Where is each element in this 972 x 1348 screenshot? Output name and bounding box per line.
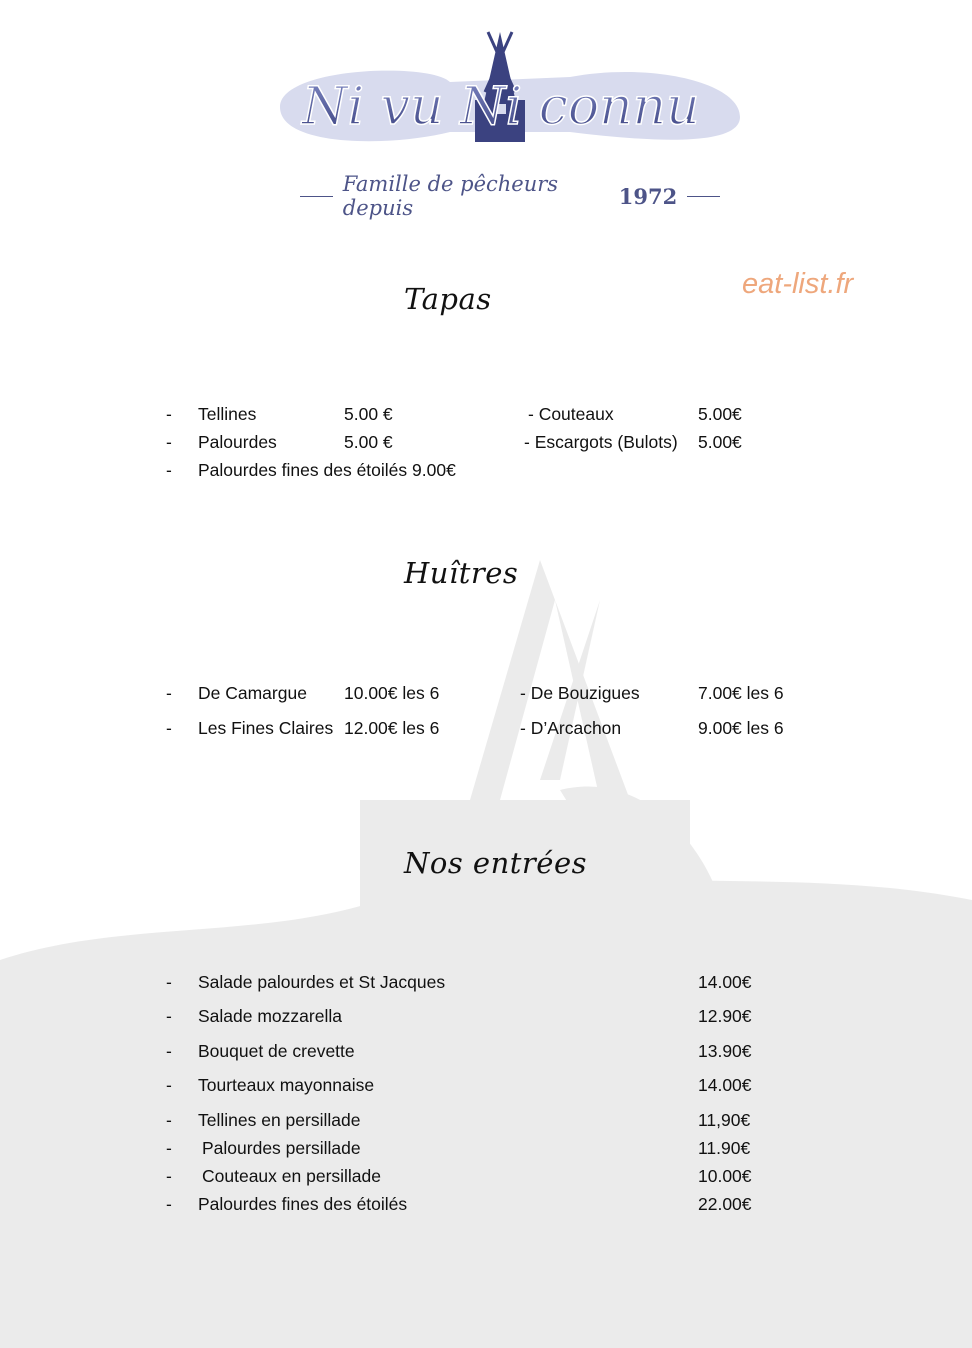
tagline-rule-left <box>300 196 333 197</box>
tapas-item-price: 5.00 € <box>344 432 393 452</box>
section-title-huitres: Huîtres <box>404 556 519 590</box>
tagline-rule-right <box>687 196 720 197</box>
entree-dash: - <box>166 1075 172 1095</box>
huitres-item-price: 7.00€ les 6 <box>698 683 784 703</box>
huitres-item-name: Les Fines Claires <box>198 718 334 738</box>
huitres-item-price: 9.00€ les 6 <box>698 718 784 738</box>
tapas-item-price: 5.00€ <box>698 432 742 452</box>
entree-dash: - <box>166 1166 172 1186</box>
section-title-entrees: Nos entrées <box>404 846 587 880</box>
entree-dash: - <box>166 1138 172 1158</box>
entree-item-price: 11,90€ <box>698 1110 751 1130</box>
entree-item-name: Salade mozzarella <box>198 1006 342 1026</box>
svg-text:Ni vu Ni connu: Ni vu Ni connu <box>302 77 700 137</box>
entree-item-name: Couteaux en persillade <box>202 1166 382 1186</box>
huitres-item-price: 12.00€ les 6 <box>344 718 440 738</box>
entree-dash: - <box>166 972 172 992</box>
site-watermark: eat-list.fr <box>742 268 854 300</box>
tagline-year: 1972 <box>618 183 678 209</box>
entree-dash: - <box>166 1194 172 1214</box>
tapas-dash: - <box>166 460 172 480</box>
tapas-dash: - <box>166 404 172 424</box>
tapas-item-name: Tellines <box>198 404 257 424</box>
entree-item-name: Tourteaux mayonnaise <box>198 1075 375 1095</box>
huitres-item-name: De Camargue <box>198 683 307 703</box>
entree-item-price: 13.90€ <box>698 1041 752 1061</box>
hut-watermark <box>0 540 972 1348</box>
tapas-item-name: - Escargots (Bulots) <box>524 432 678 452</box>
huitres-item-price: 10.00€ les 6 <box>344 683 440 703</box>
entree-dash: - <box>166 1006 172 1026</box>
entree-item-price: 11.90€ <box>698 1138 751 1158</box>
entree-dash: - <box>166 1041 172 1061</box>
entree-item-price: 10.00€ <box>698 1166 752 1186</box>
entree-item-name: Palourdes fines des étoilés <box>198 1194 408 1214</box>
huitres-item-name: - De Bouzigues <box>520 683 640 703</box>
entree-item-price: 14.00€ <box>698 1075 752 1095</box>
entree-item-name: Palourdes persillade <box>202 1138 361 1158</box>
logo-tagline <box>300 172 720 220</box>
tapas-item-price: 5.00€ <box>698 404 742 424</box>
entree-item-name: Tellines en persillade <box>198 1110 361 1130</box>
tapas-item-name: Palourdes fines des étoilés 9.00€ <box>198 460 456 480</box>
entree-item-name: Salade palourdes et St Jacques <box>198 972 446 992</box>
huitres-dash: - <box>166 683 172 703</box>
entree-item-name: Bouquet de crevette <box>198 1041 355 1061</box>
entree-item-price: 22.00€ <box>698 1194 752 1214</box>
huitres-dash: - <box>166 718 172 738</box>
tagline-text: Famille de pêcheurs depuis <box>342 172 559 220</box>
huitres-item-name: - D’Arcachon <box>520 718 622 738</box>
entree-item-price: 14.00€ <box>698 972 752 992</box>
tapas-item-name: Palourdes <box>198 432 277 452</box>
tapas-item-price: 5.00 € <box>344 404 393 424</box>
entree-dash: - <box>166 1110 172 1130</box>
tapas-item-name: - Couteaux <box>528 404 614 424</box>
entree-item-price: 12.90€ <box>698 1006 752 1026</box>
section-title-tapas: Tapas <box>404 282 492 316</box>
tapas-dash: - <box>166 432 172 452</box>
restaurant-logo <box>270 22 750 172</box>
